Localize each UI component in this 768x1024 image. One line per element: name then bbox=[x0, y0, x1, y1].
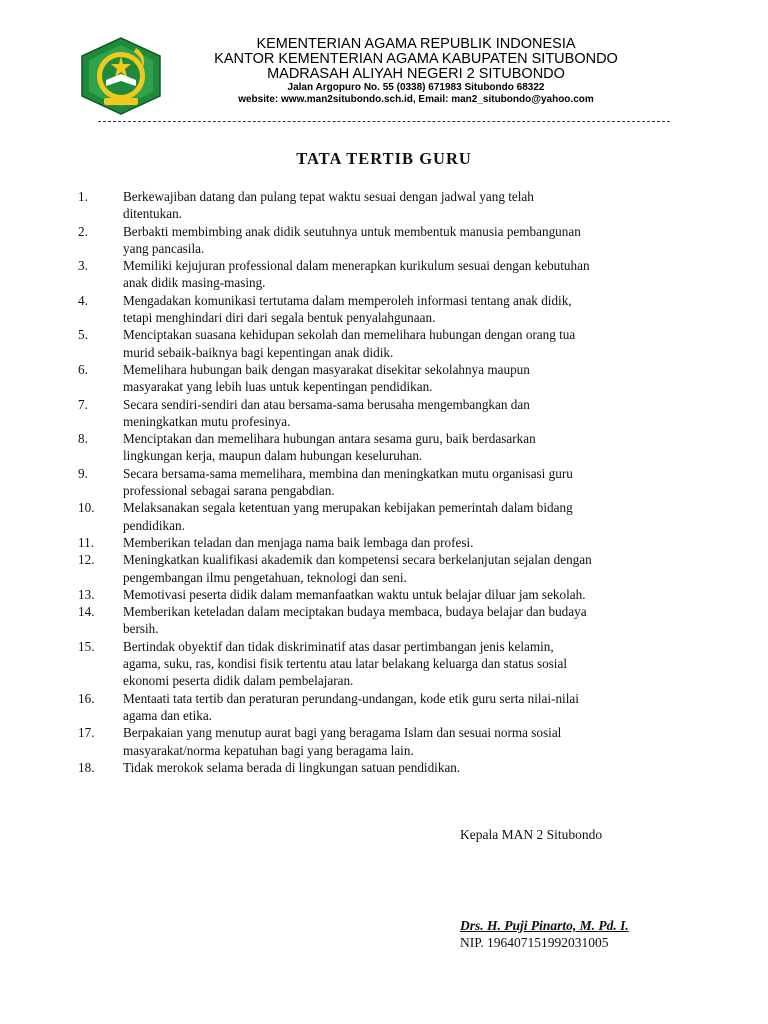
rule-text bbox=[123, 430, 698, 465]
signer-nip: NIP. 196407151992031005 bbox=[460, 935, 609, 950]
rule-text-line: lingkungan kerja, maupun dalam hubungan keseluruhan. bbox=[123, 448, 423, 464]
rule-text-line: Memiliki kejujuran professional dalam menerapkan kurikulum sesuai dengan kebutuhan bbox=[123, 258, 590, 274]
rule-text-line: Memberikan keteladan dalam meciptakan budaya membaca, budaya belajar dan budaya bbox=[123, 604, 587, 620]
rule-item bbox=[78, 759, 698, 776]
rule-text-line: Melaksanakan segala ketentuan yang merupakan kebijakan pemerintah dalam bidang bbox=[123, 500, 573, 516]
rule-text-line: Mentaati tata tertib dan peraturan perundang-undangan, kode etik guru serta nilai-nilai bbox=[123, 690, 579, 706]
rule-number: 10. bbox=[78, 500, 95, 516]
rule-text bbox=[123, 586, 698, 603]
kemenag-emblem-icon bbox=[76, 36, 166, 116]
office-name: KANTOR KEMENTERIAN AGAMA KABUPATEN SITUBONDO bbox=[214, 51, 618, 67]
rule-text-line: Memberikan teladan dan menjaga nama baik lembaga dan profesi. bbox=[123, 534, 474, 550]
rule-item bbox=[78, 638, 698, 690]
rule-item bbox=[78, 603, 698, 638]
rule-text-line: Secara sendiri-sendiri dan atau bersama-sama berusaha mengembangkan dan bbox=[123, 396, 530, 412]
rule-text-line: Menciptakan suasana kehidupan sekolah dan memelihara hubungan dengan orang tua bbox=[123, 327, 576, 343]
rule-text-line: Berkewajiban datang dan pulang tepat waktu sesuai dengan jadwal yang telah bbox=[123, 189, 534, 204]
rule-number: 6. bbox=[78, 361, 88, 377]
rule-text-line: agama dan etika. bbox=[123, 707, 212, 723]
signer-name: Drs. H. Puji Pinarto, M. Pd. I. bbox=[460, 918, 629, 933]
school-address: Jalan Argopuro No. 55 (0338) 671983 Situbondo 68322 bbox=[287, 82, 545, 93]
rule-number: 16. bbox=[78, 690, 95, 706]
rule-text-line: pendidikan. bbox=[123, 517, 185, 533]
rule-item bbox=[78, 188, 698, 223]
rule-text-line: ditentukan. bbox=[123, 206, 182, 222]
rule-text bbox=[123, 551, 698, 586]
rule-text-line: masyarakat/norma kepatuhan bagi yang beragama lain. bbox=[123, 742, 414, 758]
rule-item bbox=[78, 534, 698, 551]
rule-number: 17. bbox=[78, 725, 95, 741]
rule-number: 18. bbox=[78, 759, 95, 775]
rule-text-line: pengembangan ilmu pengetahuan, teknologi dan seni. bbox=[123, 569, 407, 585]
rule-text-line: Meningkatkan kualifikasi akademik dan kompetensi secara berkelanjutan sejalan dengan bbox=[123, 552, 592, 568]
rule-item bbox=[78, 361, 698, 396]
rule-item bbox=[78, 499, 698, 534]
rule-text bbox=[123, 223, 698, 258]
rule-item bbox=[78, 586, 698, 603]
rule-number: 1. bbox=[78, 189, 88, 204]
rule-item bbox=[78, 326, 698, 361]
rule-text-line: bersih. bbox=[123, 621, 159, 637]
rule-number: 3. bbox=[78, 258, 88, 274]
rule-number: 9. bbox=[78, 465, 88, 481]
rule-text-line: Mengadakan komunikasi tertutama dalam memperoleh informasi tentang anak didik, bbox=[123, 292, 572, 308]
ministry-name: KEMENTERIAN AGAMA REPUBLIK INDONESIA bbox=[256, 36, 576, 52]
rule-text-line: Memelihara hubungan baik dengan masyarakat disekitar sekolahnya maupun bbox=[123, 361, 530, 377]
rule-text bbox=[123, 603, 698, 638]
rule-text-line: Berpakaian yang menutup aurat bagi yang beragama Islam dan sesuai norma sosial bbox=[123, 725, 562, 741]
rules-list bbox=[78, 188, 698, 776]
rule-text-line: tetapi menghindari diri dari segala bentuk penyalahgunaan. bbox=[123, 310, 436, 326]
rule-text bbox=[123, 292, 698, 327]
rule-text bbox=[123, 326, 698, 361]
rule-number: 14. bbox=[78, 604, 95, 620]
rule-number: 4. bbox=[78, 292, 88, 308]
rule-number: 11. bbox=[78, 534, 94, 550]
rule-item bbox=[78, 465, 698, 500]
rule-text-line: anak didik masing-masing. bbox=[123, 275, 266, 291]
rule-text bbox=[123, 638, 698, 690]
rule-text bbox=[123, 257, 698, 292]
rule-item bbox=[78, 292, 698, 327]
rule-text-line: ekonomi peserta didik dalam pembelajaran. bbox=[123, 673, 354, 689]
document-title: TATA TERTIB GURU bbox=[296, 149, 472, 168]
rule-number: 5. bbox=[78, 327, 88, 343]
rule-text-line: yang pancasila. bbox=[123, 240, 205, 256]
rule-text-line: agama, suku, ras, kondisi fisik tertentu atau latar belakang keluarga dan status sosial bbox=[123, 656, 567, 672]
rule-text-line: Berbakti membimbing anak didik seutuhnya untuk membentuk manusia pembangunan bbox=[123, 223, 581, 239]
signature-block bbox=[460, 917, 629, 951]
rule-text bbox=[123, 690, 698, 725]
rule-text bbox=[123, 465, 698, 500]
rule-text-line: Memotivasi peserta didik dalam memanfaatkan waktu untuk belajar diluar jam sekolah. bbox=[123, 586, 586, 602]
rule-text bbox=[123, 361, 698, 396]
rule-item bbox=[78, 690, 698, 725]
rule-number: 12. bbox=[78, 552, 95, 568]
rule-text-line: professional sebagai sarana pengabdian. bbox=[123, 483, 335, 499]
school-contact: website: www.man2situbondo.sch.id, Email: man2_situbondo@yahoo.com bbox=[238, 94, 594, 105]
rule-text-line: Bertindak obyektif dan tidak diskriminatif atas dasar pertimbangan jenis kelamin, bbox=[123, 638, 554, 654]
closing-title: Kepala MAN 2 Situbondo bbox=[460, 827, 603, 842]
rule-item bbox=[78, 551, 698, 586]
rule-number: 2. bbox=[78, 223, 88, 239]
rule-item bbox=[78, 257, 698, 292]
rule-number: 8. bbox=[78, 431, 88, 447]
letterhead-divider bbox=[98, 121, 670, 122]
rule-item bbox=[78, 430, 698, 465]
rule-item bbox=[78, 724, 698, 759]
rule-item bbox=[78, 396, 698, 431]
rule-item bbox=[78, 223, 698, 258]
letterhead bbox=[175, 37, 657, 106]
rule-number: 7. bbox=[78, 396, 88, 412]
rule-text-line: meningkatkan mutu profesinya. bbox=[123, 413, 291, 429]
rule-text-line: Secara bersama-sama memelihara, membina dan meningkatkan mutu organisasi guru bbox=[123, 465, 573, 481]
rule-text-line: Tidak merokok selama berada di lingkungan satuan pendidikan. bbox=[123, 759, 461, 775]
school-name: MADRASAH ALIYAH NEGERI 2 SITUBONDO bbox=[267, 66, 565, 82]
rule-text bbox=[123, 188, 698, 223]
rule-text bbox=[123, 759, 698, 776]
rule-text-line: Menciptakan dan memelihara hubungan antara sesama guru, baik berdasarkan bbox=[123, 431, 536, 447]
rule-number: 13. bbox=[78, 586, 95, 602]
rule-text bbox=[123, 724, 698, 759]
rule-text-line: masyarakat yang lebih luas untuk kepentingan pendidikan. bbox=[123, 379, 433, 395]
rule-text bbox=[123, 534, 698, 551]
rule-text bbox=[123, 396, 698, 431]
rule-text-line: murid sebaik-baiknya bagi kepentingan anak didik. bbox=[123, 344, 394, 360]
rule-number: 15. bbox=[78, 638, 95, 654]
rule-text bbox=[123, 499, 698, 534]
